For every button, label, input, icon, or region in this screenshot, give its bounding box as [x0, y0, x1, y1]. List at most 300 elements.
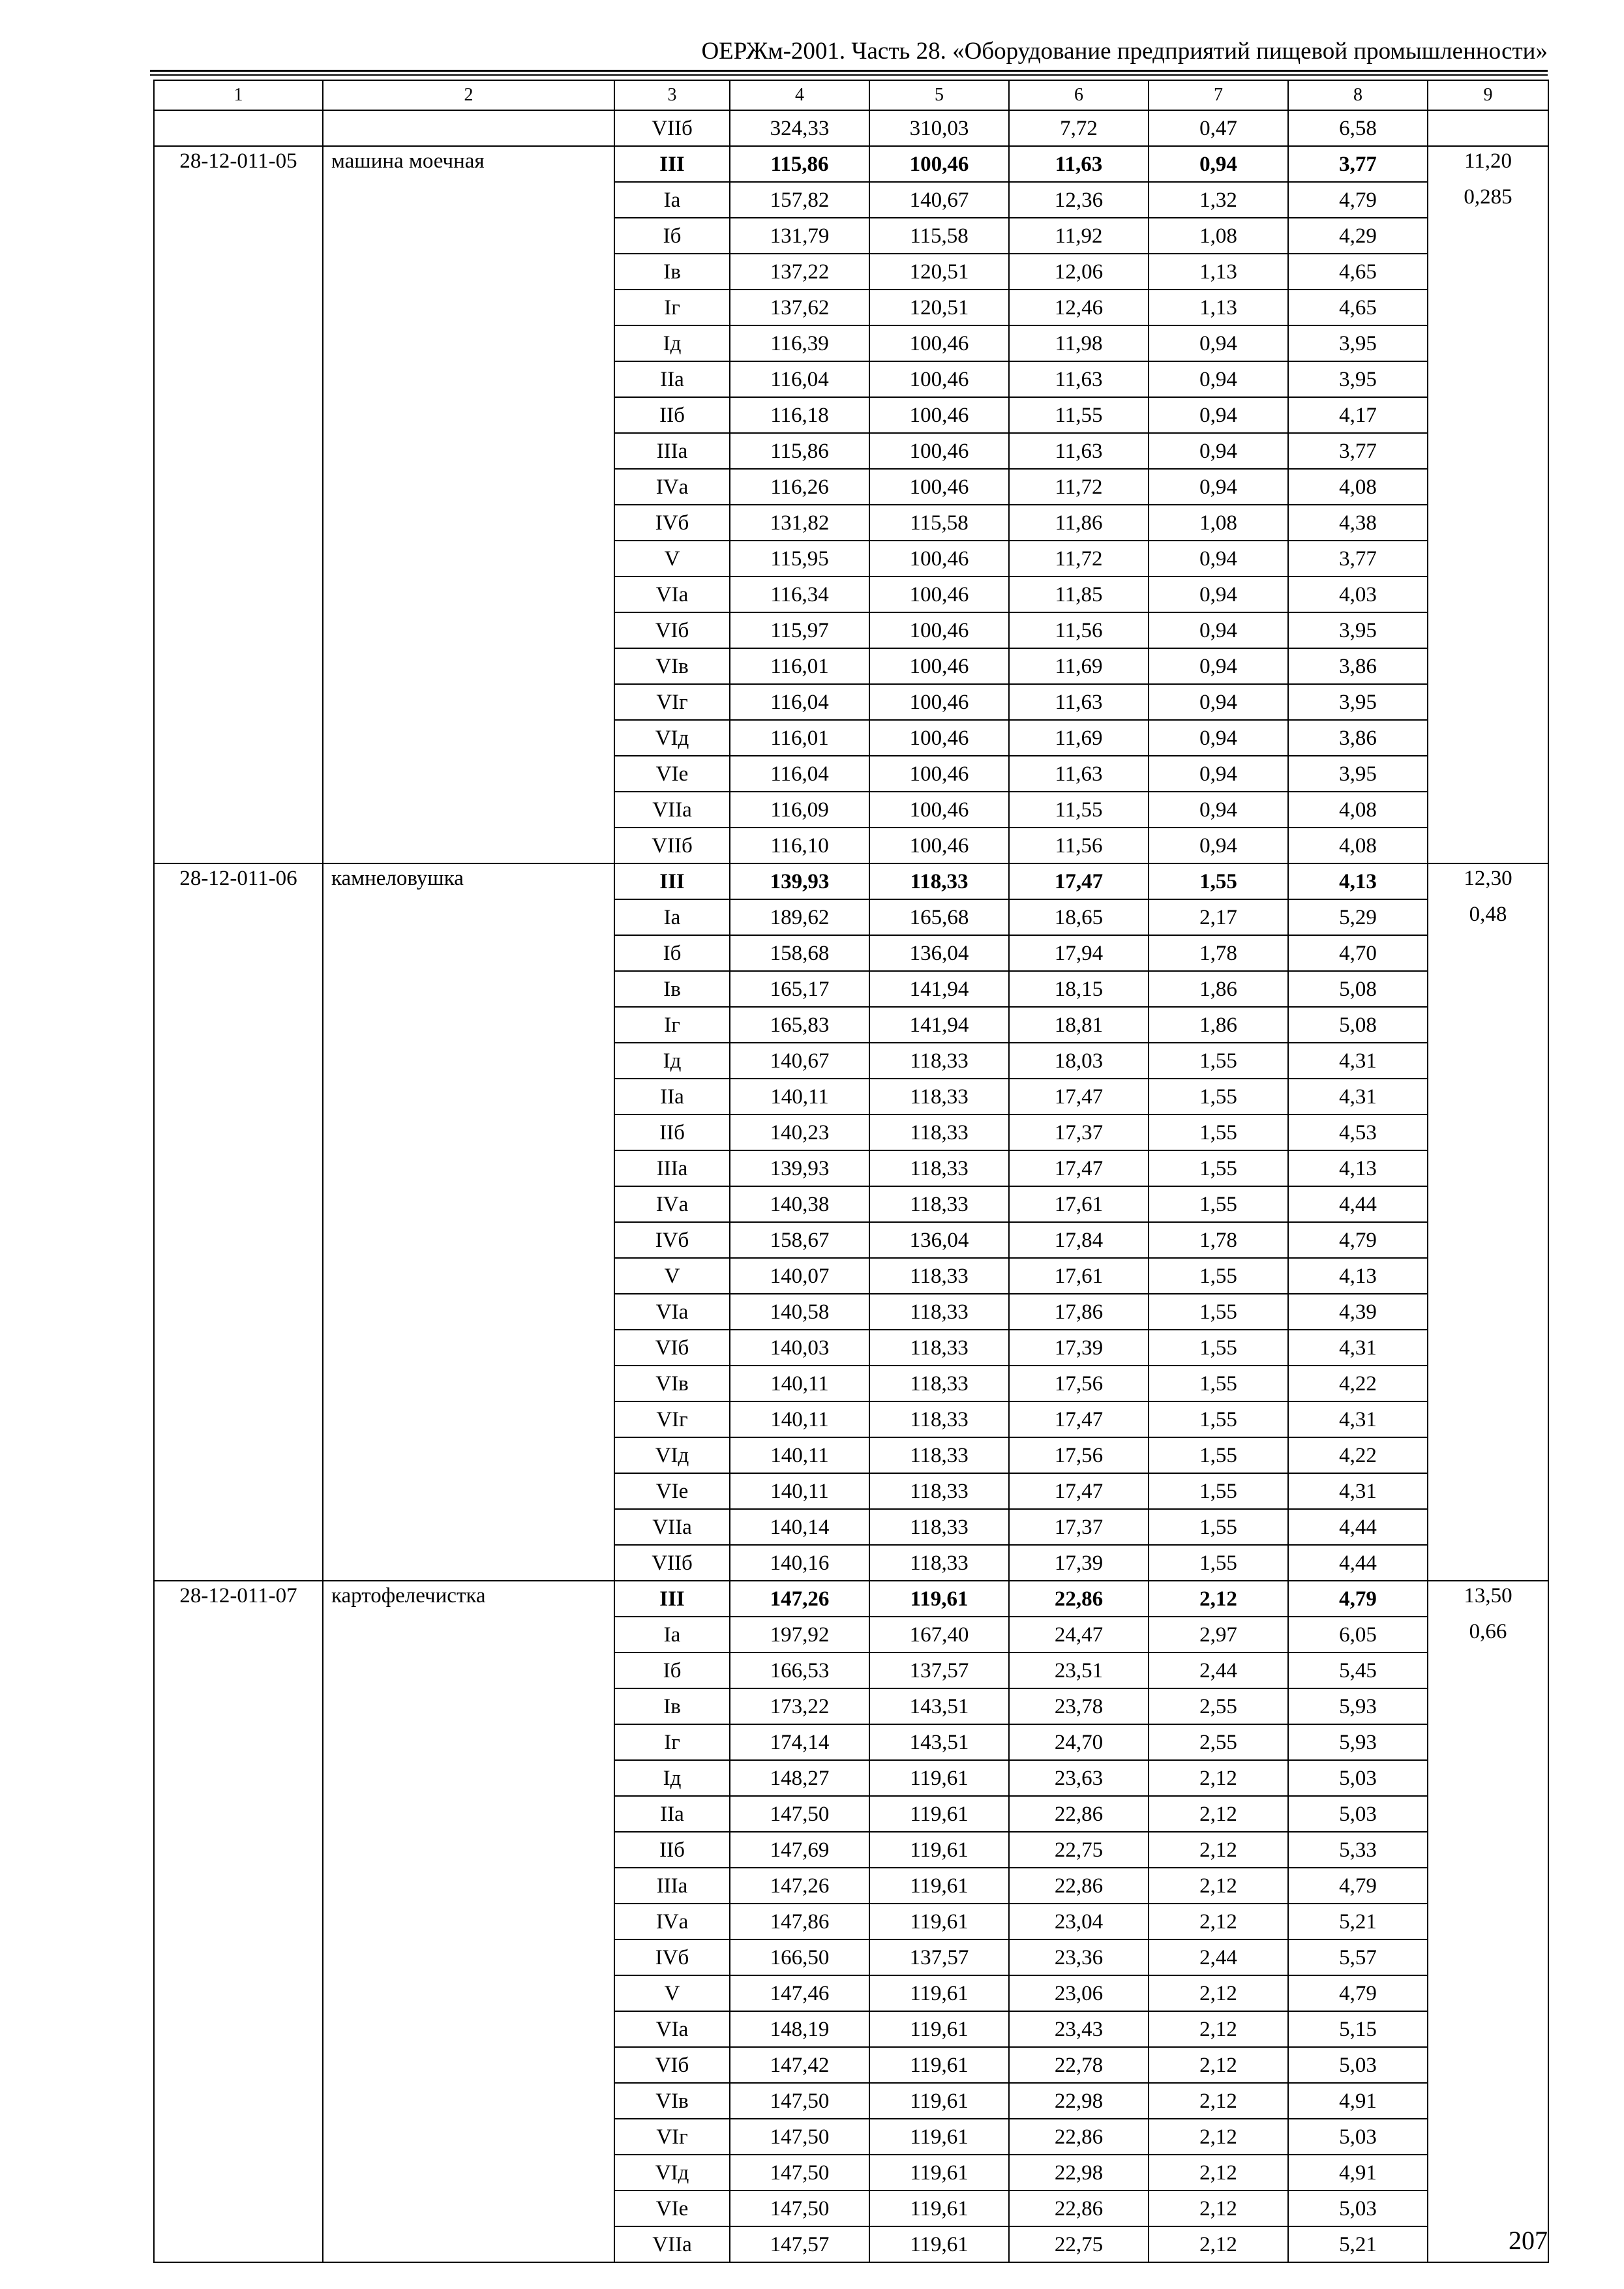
cell-empty [154, 1007, 323, 1043]
cell-value: 11,69 [1009, 648, 1149, 684]
cell-empty [154, 2011, 323, 2047]
cell-value: 118,33 [869, 1509, 1009, 1545]
table-body [154, 80, 1548, 2262]
cell-empty [323, 1868, 614, 1904]
cell-value: 119,61 [869, 2226, 1009, 2262]
cell-empty [1428, 1115, 1548, 1150]
cell-value: 1,55 [1149, 1079, 1288, 1115]
rate-name: картофелечистка [323, 1581, 614, 1617]
cell-value: 4,79 [1288, 1975, 1428, 2011]
table-row [154, 756, 1548, 792]
cell-value: 22,86 [1009, 1581, 1149, 1617]
column-number: 6 [1009, 80, 1149, 110]
cell-empty [323, 2047, 614, 2083]
cell-empty [154, 1115, 323, 1150]
cell-value: 3,95 [1288, 612, 1428, 648]
cell-value: 23,51 [1009, 1653, 1149, 1688]
cell-value: 165,17 [730, 971, 869, 1007]
table-row [154, 1222, 1548, 1258]
cell-zone: V [614, 541, 730, 576]
cell-value: 4,17 [1288, 397, 1428, 433]
cell-value: 118,33 [869, 1294, 1009, 1330]
cell-value: 1,78 [1149, 1222, 1288, 1258]
cell-empty [154, 1617, 323, 1653]
cell-value: 166,53 [730, 1653, 869, 1688]
cell-empty [1428, 1796, 1548, 1832]
cell-empty [154, 397, 323, 433]
cell-value: 11,55 [1009, 397, 1149, 433]
cell-value: 197,92 [730, 1617, 869, 1653]
cell-zone: VIд [614, 1437, 730, 1473]
cell-empty [154, 2191, 323, 2226]
cell-empty [323, 182, 614, 218]
table-row [154, 1724, 1548, 1760]
cell-zone: III [614, 146, 730, 182]
cell-value: 158,67 [730, 1222, 869, 1258]
cell-empty [154, 2083, 323, 2119]
table-row [154, 1007, 1548, 1043]
cell-empty [1428, 935, 1548, 971]
cell-zone: Iг [614, 1007, 730, 1043]
table-row [154, 1581, 1548, 1617]
cell-value: 173,22 [730, 1688, 869, 1724]
cell-value: 120,51 [869, 290, 1009, 325]
cell-value: 17,94 [1009, 935, 1149, 971]
cell-value: 0,94 [1149, 792, 1288, 828]
cell-empty [154, 1401, 323, 1437]
cell-empty [154, 1832, 323, 1868]
cell-value: 2,55 [1149, 1688, 1288, 1724]
cell-value: 17,56 [1009, 1437, 1149, 1473]
cell-empty [154, 1437, 323, 1473]
column-number: 1 [154, 80, 323, 110]
cell-value: 4,31 [1288, 1330, 1428, 1366]
table-row [154, 1115, 1548, 1150]
cell-value: 189,62 [730, 899, 869, 935]
cell-zone: Iг [614, 1724, 730, 1760]
cell-empty [323, 1939, 614, 1975]
cell-value: 5,08 [1288, 1007, 1428, 1043]
cell-zone: VIг [614, 2119, 730, 2155]
column-number: 3 [614, 80, 730, 110]
cell-value: 116,10 [730, 828, 869, 863]
cell-value: 2,97 [1149, 1617, 1288, 1653]
cell-value: 1,55 [1149, 1115, 1288, 1150]
cell-value: 1,55 [1149, 1366, 1288, 1401]
cell-value: 100,46 [869, 720, 1009, 756]
cell-value: 11,72 [1009, 469, 1149, 505]
cell-zone: Iв [614, 254, 730, 290]
cell-empty [154, 433, 323, 469]
cell-empty [323, 1509, 614, 1545]
cell-zone: Iв [614, 1688, 730, 1724]
cell-zone: IIIа [614, 1868, 730, 1904]
cell-value: 1,78 [1149, 935, 1288, 971]
table-row [154, 182, 1548, 218]
cell-empty [154, 1724, 323, 1760]
cell-value: 0,94 [1149, 756, 1288, 792]
cell-empty [1428, 1330, 1548, 1366]
cell-value: 118,33 [869, 1186, 1009, 1222]
table-row [154, 899, 1548, 935]
cell-value: 23,43 [1009, 2011, 1149, 2047]
cell-empty [323, 935, 614, 971]
cell-value: 137,57 [869, 1653, 1009, 1688]
cell-empty [323, 1724, 614, 1760]
column-number: 7 [1149, 80, 1288, 110]
cell-zone: Iб [614, 218, 730, 254]
column-number: 8 [1288, 80, 1428, 110]
cell-value: 18,65 [1009, 899, 1149, 935]
cell-zone: VIб [614, 1330, 730, 1366]
cell-value: 100,46 [869, 684, 1009, 720]
cell-value: 17,47 [1009, 1079, 1149, 1115]
cell-value: 4,44 [1288, 1545, 1428, 1581]
table-row [154, 1079, 1548, 1115]
cell-empty [323, 469, 614, 505]
cell-value: 11,63 [1009, 756, 1149, 792]
cell-empty [323, 433, 614, 469]
table-row [154, 828, 1548, 863]
cell-empty [1428, 1007, 1548, 1043]
cell-value: 136,04 [869, 935, 1009, 971]
cell-value: 4,22 [1288, 1366, 1428, 1401]
table-row [154, 1150, 1548, 1186]
cell-zone: IIб [614, 397, 730, 433]
cell-empty [323, 684, 614, 720]
cell-zone: IIа [614, 1079, 730, 1115]
cell-value: 100,46 [869, 541, 1009, 576]
cell-value: 1,55 [1149, 1545, 1288, 1581]
cell-value: 137,62 [730, 290, 869, 325]
cell-empty [154, 756, 323, 792]
cell-value: 1,08 [1149, 218, 1288, 254]
cell-empty [1428, 2011, 1548, 2047]
table-row [154, 576, 1548, 612]
cell-value: 118,33 [869, 1437, 1009, 1473]
cell-value: 4,65 [1288, 290, 1428, 325]
cell-value: 2,44 [1149, 1653, 1288, 1688]
cell-empty [1428, 2155, 1548, 2191]
cell-value: 100,46 [869, 792, 1009, 828]
table-row [154, 433, 1548, 469]
cell-value: 0,94 [1149, 469, 1288, 505]
cell-value: 158,68 [730, 935, 869, 971]
cell-value: 147,69 [730, 1832, 869, 1868]
cell-value: 3,86 [1288, 720, 1428, 756]
cell-value: 2,44 [1149, 1939, 1288, 1975]
table-row [154, 2155, 1548, 2191]
cell-value: 141,94 [869, 1007, 1009, 1043]
table-row [154, 1975, 1548, 2011]
cell-empty [323, 576, 614, 612]
cell-empty [1428, 2083, 1548, 2119]
cell-value: 22,98 [1009, 2155, 1149, 2191]
cell-value: 115,58 [869, 218, 1009, 254]
cell-zone: IIIа [614, 1150, 730, 1186]
cell-zone: Iа [614, 899, 730, 935]
cell-empty [154, 2155, 323, 2191]
cell-empty [1428, 792, 1548, 828]
cell-value: 17,84 [1009, 1222, 1149, 1258]
table-row [154, 720, 1548, 756]
cell-value: 116,04 [730, 684, 869, 720]
cell-empty [154, 1904, 323, 1939]
cell-value: 148,19 [730, 2011, 869, 2047]
cell-value: 4,03 [1288, 576, 1428, 612]
cell-empty [1428, 397, 1548, 433]
cell-value: 100,46 [869, 612, 1009, 648]
cell-value: 0,94 [1149, 684, 1288, 720]
cell-zone: VIIа [614, 2226, 730, 2262]
cell-value: 17,86 [1009, 1294, 1149, 1330]
cell-empty [1428, 469, 1548, 505]
table-row [154, 254, 1548, 290]
cell-empty [323, 1975, 614, 2011]
cell-value: 23,04 [1009, 1904, 1149, 1939]
cell-value: 2,17 [1149, 899, 1288, 935]
cell-value: 11,63 [1009, 361, 1149, 397]
cell-value: 137,57 [869, 1939, 1009, 1975]
cell-empty [154, 1545, 323, 1581]
cell-value: 0,94 [1149, 433, 1288, 469]
cell-zone: Iб [614, 935, 730, 971]
cell-empty [1428, 1545, 1548, 1581]
cell-value: 11,63 [1009, 146, 1149, 182]
cell-value: 3,77 [1288, 146, 1428, 182]
table-row [154, 325, 1548, 361]
cell-value: 3,95 [1288, 361, 1428, 397]
table-row [154, 2083, 1548, 2119]
cell-empty [1428, 1688, 1548, 1724]
cell-value: 3,86 [1288, 648, 1428, 684]
cell-empty [323, 1079, 614, 1115]
cell-zone: VIIб [614, 110, 730, 146]
cell-value: 11,63 [1009, 433, 1149, 469]
cell-value: 116,01 [730, 720, 869, 756]
cell-zone: VIе [614, 756, 730, 792]
cell-empty [323, 1366, 614, 1401]
cell-value: 4,44 [1288, 1509, 1428, 1545]
cell-value: 140,03 [730, 1330, 869, 1366]
cell-empty [1428, 2047, 1548, 2083]
rate-name: машина моечная [323, 146, 614, 182]
cell-empty [323, 1043, 614, 1079]
cell-value: 120,51 [869, 254, 1009, 290]
cell-value: 165,83 [730, 1007, 869, 1043]
cell-col9: 13,50 [1428, 1581, 1548, 1617]
cell-empty [154, 2226, 323, 2262]
cell-empty [154, 1330, 323, 1366]
cell-empty [154, 1796, 323, 1832]
table-row [154, 1939, 1548, 1975]
cell-value: 11,86 [1009, 505, 1149, 541]
cell-empty [1428, 1222, 1548, 1258]
table-row [154, 1868, 1548, 1904]
table-row [154, 397, 1548, 433]
cell-value: 11,98 [1009, 325, 1149, 361]
cell-empty [1428, 756, 1548, 792]
cell-value: 0,94 [1149, 648, 1288, 684]
cell-empty [323, 1258, 614, 1294]
cell-empty [1428, 648, 1548, 684]
cell-value: 1,86 [1149, 971, 1288, 1007]
table-row [154, 541, 1548, 576]
cell-value: 4,79 [1288, 182, 1428, 218]
cell-value: 115,86 [730, 146, 869, 182]
cell-value: 140,67 [730, 1043, 869, 1079]
cell-empty [1428, 1509, 1548, 1545]
cell-empty [1428, 720, 1548, 756]
table-row [154, 1401, 1548, 1437]
cell-empty [323, 1437, 614, 1473]
cell-empty [154, 648, 323, 684]
cell-value: 1,55 [1149, 1043, 1288, 1079]
cell-value: 2,55 [1149, 1724, 1288, 1760]
cell-value: 18,03 [1009, 1043, 1149, 1079]
cell-value: 0,94 [1149, 720, 1288, 756]
cell-value: 2,12 [1149, 1832, 1288, 1868]
cell-value: 119,61 [869, 1832, 1009, 1868]
cell-empty [154, 110, 323, 146]
cell-zone: IVа [614, 1904, 730, 1939]
cell-empty [323, 1473, 614, 1509]
cell-empty [154, 1294, 323, 1330]
cell-value: 100,46 [869, 325, 1009, 361]
cell-value: 118,33 [869, 863, 1009, 899]
cell-zone: Iд [614, 1043, 730, 1079]
cell-empty [323, 2191, 614, 2226]
cell-value: 0,47 [1149, 110, 1288, 146]
cell-empty [1428, 325, 1548, 361]
cell-value: 22,86 [1009, 1796, 1149, 1832]
cell-value: 4,70 [1288, 935, 1428, 971]
cell-value: 140,38 [730, 1186, 869, 1222]
cell-col9: 0,48 [1428, 899, 1548, 935]
cell-value: 5,29 [1288, 899, 1428, 935]
cell-empty [1428, 1258, 1548, 1294]
table-row [154, 2191, 1548, 2226]
cell-empty [154, 1473, 323, 1509]
cell-zone: IIб [614, 1832, 730, 1868]
table-row [154, 1653, 1548, 1688]
table-row [154, 110, 1548, 146]
cell-value: 116,34 [730, 576, 869, 612]
cell-value: 2,12 [1149, 1868, 1288, 1904]
cell-value: 1,55 [1149, 1186, 1288, 1222]
cell-empty [154, 1222, 323, 1258]
table-row [154, 361, 1548, 397]
table-row [154, 1437, 1548, 1473]
cell-value: 4,22 [1288, 1437, 1428, 1473]
cell-value: 5,03 [1288, 1796, 1428, 1832]
table-row [154, 1688, 1548, 1724]
cell-zone: VIб [614, 2047, 730, 2083]
cell-value: 5,03 [1288, 2047, 1428, 2083]
column-number: 9 [1428, 80, 1548, 110]
cell-zone: VIIа [614, 792, 730, 828]
cell-value: 100,46 [869, 146, 1009, 182]
cell-empty [323, 1007, 614, 1043]
cell-empty [323, 1150, 614, 1186]
cell-value: 0,94 [1149, 828, 1288, 863]
cell-zone: VIд [614, 720, 730, 756]
cell-value: 143,51 [869, 1688, 1009, 1724]
cell-zone: VIе [614, 1473, 730, 1509]
table-row [154, 684, 1548, 720]
cell-value: 140,58 [730, 1294, 869, 1330]
cell-value: 3,95 [1288, 325, 1428, 361]
cell-value: 4,13 [1288, 1258, 1428, 1294]
cell-value: 118,33 [869, 1150, 1009, 1186]
cell-empty [1428, 1150, 1548, 1186]
cell-value: 4,31 [1288, 1473, 1428, 1509]
rate-code: 28-12-011-06 [154, 863, 323, 899]
cell-zone: VIв [614, 1366, 730, 1401]
table-row [154, 1760, 1548, 1796]
cell-empty [154, 792, 323, 828]
cell-empty [1428, 1079, 1548, 1115]
cell-empty [154, 899, 323, 935]
cell-value: 22,98 [1009, 2083, 1149, 2119]
cell-value: 139,93 [730, 863, 869, 899]
cell-empty [323, 505, 614, 541]
cell-value: 100,46 [869, 576, 1009, 612]
cell-value: 11,72 [1009, 541, 1149, 576]
cell-empty [1428, 433, 1548, 469]
cell-value: 139,93 [730, 1150, 869, 1186]
cell-value: 23,78 [1009, 1688, 1149, 1724]
cell-value: 119,61 [869, 2191, 1009, 2226]
cell-value: 100,46 [869, 828, 1009, 863]
cell-value: 11,63 [1009, 684, 1149, 720]
cell-empty [154, 828, 323, 863]
cell-value: 5,33 [1288, 1832, 1428, 1868]
cell-value: 22,86 [1009, 1868, 1149, 1904]
cell-empty [1428, 1868, 1548, 1904]
cell-value: 12,46 [1009, 290, 1149, 325]
cell-value: 157,82 [730, 182, 869, 218]
cell-value: 5,45 [1288, 1653, 1428, 1688]
cell-empty [323, 1222, 614, 1258]
running-header: ОЕРЖм-2001. Часть 28. «Оборудование предприятий пищевой промышленности» [701, 38, 1548, 65]
cell-value: 3,95 [1288, 756, 1428, 792]
table-row [154, 612, 1548, 648]
cell-value: 17,47 [1009, 1473, 1149, 1509]
table-row [154, 971, 1548, 1007]
cell-value: 1,55 [1149, 1437, 1288, 1473]
table-row [154, 1186, 1548, 1222]
cell-empty [154, 1366, 323, 1401]
cell-value: 119,61 [869, 1581, 1009, 1617]
cell-value: 11,55 [1009, 792, 1149, 828]
cell-empty [154, 684, 323, 720]
cell-value: 115,97 [730, 612, 869, 648]
column-number: 5 [869, 80, 1009, 110]
cell-value: 4,91 [1288, 2155, 1428, 2191]
cell-value: 140,67 [869, 182, 1009, 218]
cell-value: 1,55 [1149, 1330, 1288, 1366]
cell-value: 5,08 [1288, 971, 1428, 1007]
cell-empty [323, 2011, 614, 2047]
cell-zone: VIIб [614, 1545, 730, 1581]
cell-value: 147,86 [730, 1904, 869, 1939]
cell-value: 115,58 [869, 505, 1009, 541]
cell-empty [323, 2119, 614, 2155]
cell-value: 3,77 [1288, 433, 1428, 469]
cell-value: 18,81 [1009, 1007, 1149, 1043]
table-row [154, 1509, 1548, 1545]
